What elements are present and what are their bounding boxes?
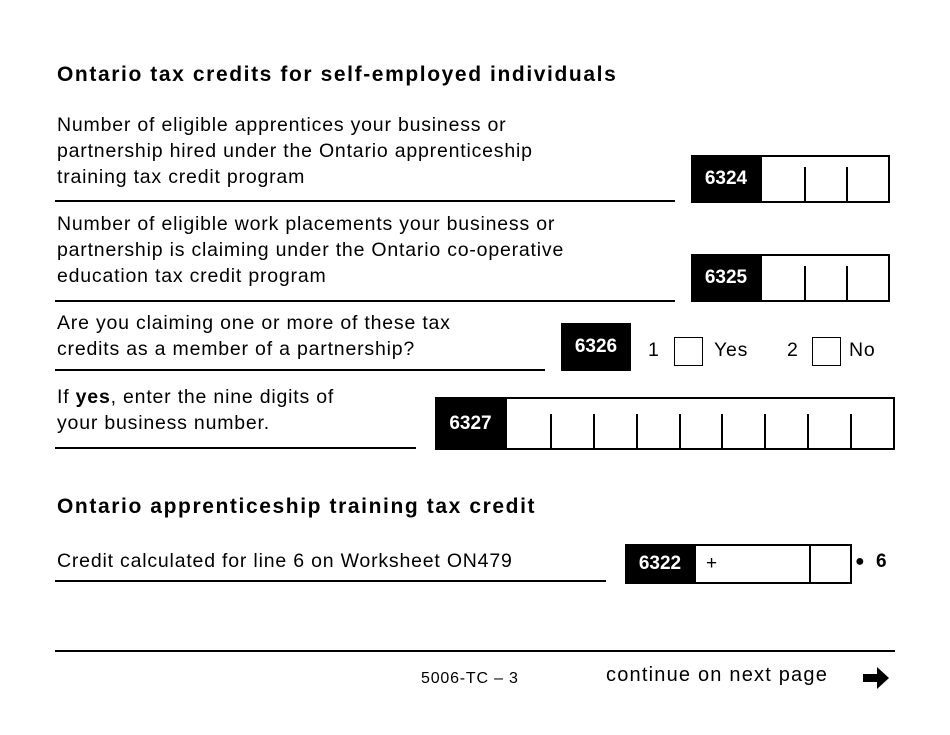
apprentices-question [57, 112, 533, 190]
apprentices-question-line-2: partnership hired under the Ontario apprenticeship [57, 140, 533, 162]
placements-question-line-3: education tax credit program [57, 265, 327, 287]
credit-dollars-cell[interactable] [696, 546, 809, 582]
partnership-question-line-2: credits as a member of a partnership? [57, 338, 416, 360]
placements-underline [55, 300, 675, 302]
credit-cents-cell[interactable] [809, 546, 850, 582]
apprentices-count-field[interactable] [760, 155, 890, 203]
bn-digit-5[interactable] [679, 399, 722, 448]
apprentices-question-line-1: Number of eligible apprentices your business or [57, 114, 507, 136]
business-number-field[interactable] [505, 397, 895, 450]
bn-digit-6[interactable] [721, 399, 764, 448]
option-yes-number: 1 [648, 339, 660, 361]
apprentices-digit-1[interactable] [762, 157, 804, 201]
bullet-icon: ● [855, 553, 865, 570]
placements-digit-2[interactable] [804, 256, 846, 300]
arrow-right-icon [861, 665, 891, 691]
section-heading-self-employed: Ontario tax credits for self-employed individuals [57, 63, 618, 86]
partnership-question-line-1: Are you claiming one or more of these tax [57, 312, 451, 334]
apprentices-digit-2[interactable] [804, 157, 846, 201]
placements-question [57, 211, 564, 289]
placements-digit-1[interactable] [762, 256, 804, 300]
bn-digit-2[interactable] [550, 399, 593, 448]
credit-label: Credit calculated for line 6 on Worksheet ON479 [57, 550, 513, 572]
business-number-yes-bold: yes [75, 386, 111, 408]
business-number-question [57, 384, 334, 436]
line-code-6326: 6326 [561, 323, 631, 371]
bn-digit-3[interactable] [593, 399, 636, 448]
business-number-suffix: , enter the nine digits of [110, 386, 335, 408]
business-number-question-line-1 [57, 384, 334, 410]
line-number-6: 6 [876, 551, 887, 572]
apprentices-underline [55, 200, 675, 202]
option-no-label: No [849, 339, 876, 361]
business-number-prefix: If [57, 386, 76, 408]
footer-rule [55, 650, 895, 652]
line-code-6324: 6324 [691, 155, 761, 203]
placements-question-line-2: partnership is claiming under the Ontario co-operative [57, 239, 565, 261]
option-yes-label: Yes [714, 339, 749, 361]
yes-checkbox[interactable] [674, 337, 703, 366]
apprentices-digit-3[interactable] [846, 157, 888, 201]
continue-text: continue on next page [606, 664, 829, 686]
business-number-underline [55, 447, 416, 449]
form-id: 5006-TC – 3 [421, 670, 519, 687]
section-heading-apprenticeship-credit: Ontario apprenticeship training tax credit [57, 495, 537, 518]
placements-count-field[interactable] [760, 254, 890, 302]
bn-digit-7[interactable] [764, 399, 807, 448]
business-number-question-line-2: your business number. [57, 412, 270, 434]
partnership-question [57, 310, 451, 362]
credit-amount-field[interactable] [694, 544, 852, 584]
bn-digit-1[interactable] [507, 399, 550, 448]
line-code-6325: 6325 [691, 254, 761, 302]
credit-underline [55, 580, 606, 582]
apprentices-question-line-3: training tax credit program [57, 166, 306, 188]
option-no-number: 2 [787, 339, 799, 361]
line-code-6327: 6327 [435, 397, 506, 450]
placements-question-line-1: Number of eligible work placements your business or [57, 213, 556, 235]
partnership-underline [55, 369, 545, 371]
bn-digit-8[interactable] [807, 399, 850, 448]
no-checkbox[interactable] [812, 337, 841, 366]
plus-sign: + [706, 553, 718, 574]
placements-digit-3[interactable] [846, 256, 888, 300]
bn-digit-9[interactable] [850, 399, 893, 448]
bn-digit-4[interactable] [636, 399, 679, 448]
line-code-6322: 6322 [625, 544, 695, 584]
